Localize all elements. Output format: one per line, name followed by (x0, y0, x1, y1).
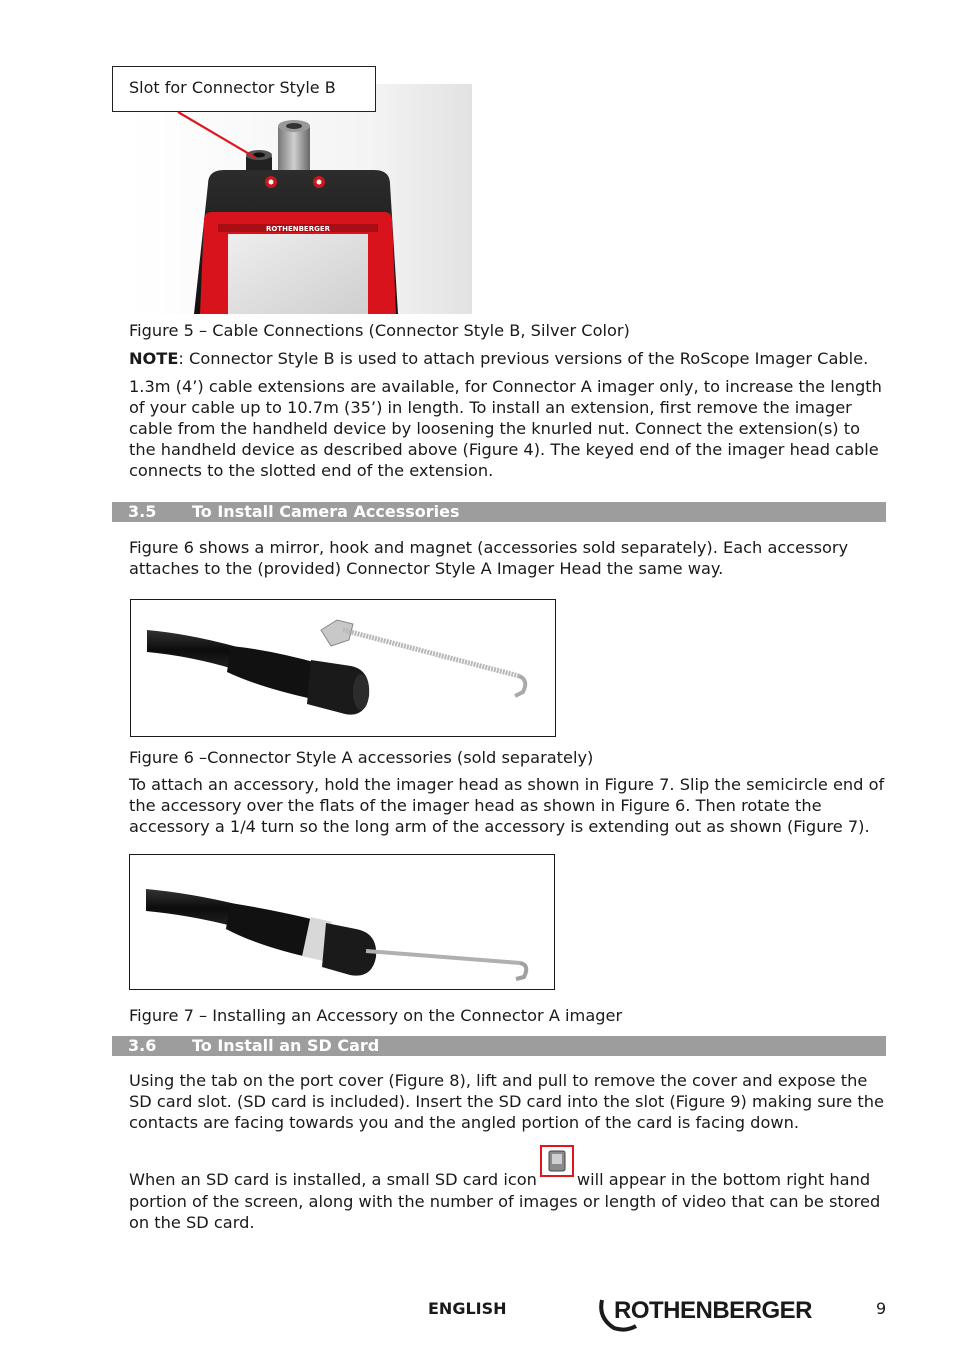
sd-icon-text-after: will appear in the bottom right hand portion of the screen, along with the number of images or length of video that can be stored on the SD card. (129, 1170, 881, 1232)
figure6-caption: Figure 6 –Connector Style A accessories (sold separately) (129, 748, 594, 767)
figure5-caption: Figure 5 – Cable Connections (Connector Style B, Silver Color) (129, 321, 630, 340)
note-paragraph (129, 348, 889, 369)
section-number: 3.5 (128, 502, 157, 521)
callout-text: Slot for Connector Style B (129, 78, 336, 97)
section-header-3-6 (112, 1036, 886, 1056)
sd-icon-paragraph (129, 1159, 887, 1233)
accessories-paragraph: Figure 6 shows a mirror, hook and magnet (accessories sold separately). Each accessory attaches to the (provided) Connector Style A Imager Head the same way. (129, 538, 849, 578)
device-brand-label: ROTHENBERGER (265, 225, 331, 233)
logo-text: ROTHENBERGER (614, 1297, 813, 1324)
sd-icon-text-before: When an SD card is installed, a small SD card icon (129, 1170, 537, 1189)
note-label: NOTE (129, 349, 179, 368)
figure6-accessory-image (131, 600, 554, 735)
section-title: To Install Camera Accessories (192, 502, 460, 521)
callout-pointer-line (170, 106, 270, 166)
section-number: 3.6 (128, 1036, 157, 1055)
section-header-3-5 (112, 502, 886, 522)
figure6-frame (130, 599, 556, 737)
page-number: 9 (876, 1299, 887, 1318)
sd-card-icon (540, 1145, 574, 1177)
figure7-caption: Figure 7 – Installing an Accessory on the Connector A imager (129, 1006, 623, 1025)
footer-language: ENGLISH (428, 1299, 507, 1318)
section-title: To Install an SD Card (192, 1036, 380, 1055)
figure7-frame (129, 854, 555, 990)
figure7-imager-image (130, 855, 553, 988)
sd-install-paragraph: Using the tab on the port cover (Figure 8), lift and pull to remove the cover and expose the SD card slot. (SD card is included). Insert the SD card into the slot (Figure 9) making sure the contacts are facing towards you and the angled portion of the card is facing down. (129, 1071, 884, 1132)
note-text: : Connector Style B is used to attach previous versions of the RoScope Imager Cable. (178, 349, 869, 368)
rothenberger-logo (596, 1294, 836, 1334)
attach-paragraph: To attach an accessory, hold the imager head as shown in Figure 7. Slip the semicircle end of the accessory over the flats of the imager head as shown in Figure 6. Then rotate the accessory a 1/4 turn so the long arm of the accessory is extending out as shown (Figure 7). (129, 775, 885, 836)
extensions-paragraph: 1.3m (4’) cable extensions are available, for Connector A imager only, to increase the length of your cable up to 10.7m (35’) in length. To install an extension, first remove the imager cable from the handheld device by loosening the knurled nut. Connect the extension(s) to the handheld device as described above (Figure 4). The keyed end of the imager head cable connects to the slotted end of the extension. (129, 377, 882, 480)
